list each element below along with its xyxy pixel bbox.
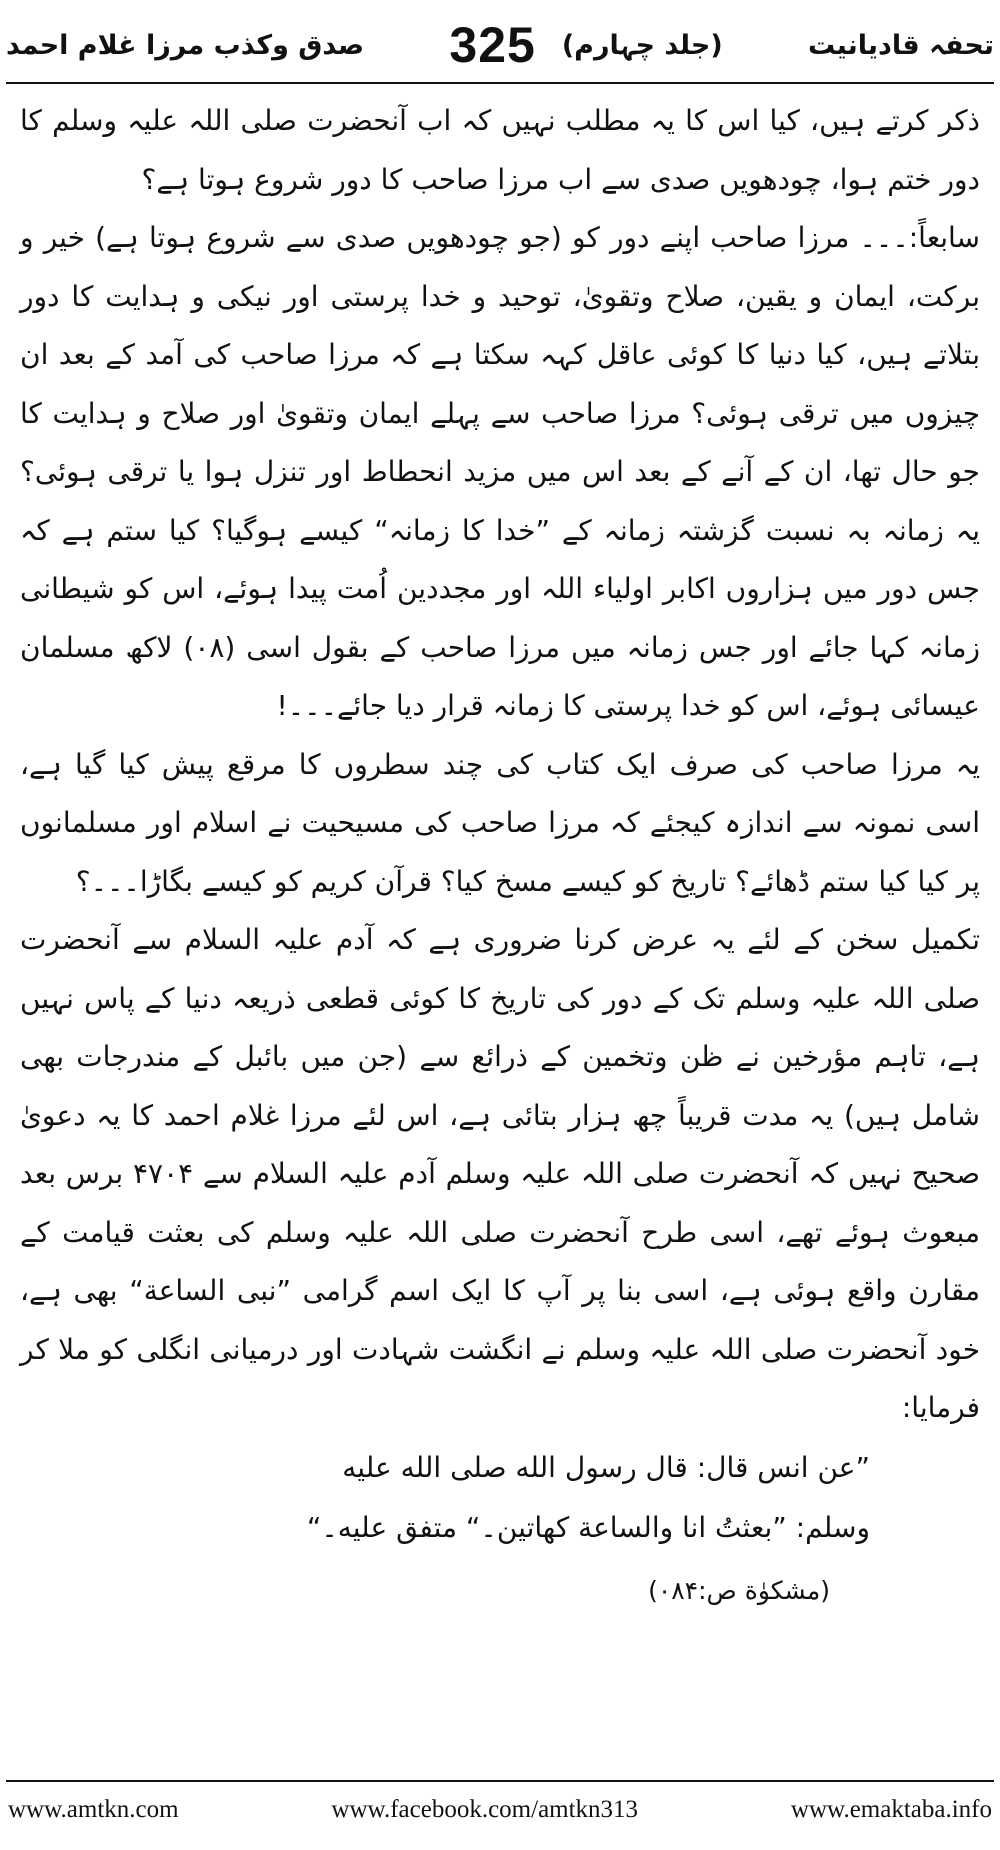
hadith-quote-line-1: ”عن انس قال: قال رسول الله صلی الله علیه [342,1450,870,1484]
paragraph-3: یہ مرزا صاحب کی صرف ایک کتاب کی چند سطروں کا مرقع پیش کیا گیا ہے، اسی نمونہ سے اندازہ کیجئے کہ مرزا صاحب کی مسیحیت نے اسلام اور مسلمانوں پر کیا کیا ستم ڈھائے؟ تاریخ کو کیسے مسخ کیا؟ قرآن کریم کو کیسے بگاڑا۔۔۔؟ [20,747,980,898]
paragraph-2: سابعاً:۔۔۔ مرزا صاحب اپنے دور کو (جو چودھویں صدی سے شروع ہوتا ہے) خیر و برکت، ایمان و یقین، صلاح وتقویٰ، توحید و خدا پرستی اور نیکی و ہدایت کا دور بتلاتے ہیں، کیا دنیا کا کوئی عاقل کہہ سکتا ہے کہ مرزا صاحب کی آمد کے بعد ان چیزوں میں ترقی ہوئی؟ مرزا صاحب سے پہلے ایمان وتقویٰ اور صلاح و ہدایت کا جو حال تھا، ان کے آنے کے بعد اس میں مزید انحطاط اور تنزل ہوا یا ترقی ہوئی؟ یہ زمانہ بہ نسبت گزشتہ زمانہ کے ”خدا کا زمانہ“ کیسے ہوگیا؟ کیا ستم ہے کہ جس دور میں ہزاروں اکابر اولیاء اللہ اور مجددین اُمت پیدا ہوئے، اس کو شیطانی زمانہ کہا جائے اور جس زمانہ میں مرزا صاحب کے بقول اسی (۰۸) لاکھ مسلمان عیسائی ہوئے، اس کو خدا پرستی کا زمانہ قرار دیا جائے۔۔۔! [20,221,981,722]
header-book-title: تحفہ قادیانیت [808,29,994,61]
citation: (مشکوٰة ص:۰۸۴) [648,1575,830,1605]
header-center [449,16,722,74]
header-rule [6,82,994,84]
page-footer [8,1790,992,1830]
footer-link-facebook[interactable]: www.facebook.com/amtkn313 [331,1796,639,1823]
footer-link-emaktaba[interactable]: www.emaktaba.info [790,1796,992,1823]
paragraph-1: ذکر کرتے ہیں، کیا اس کا یہ مطلب نہیں کہ اب آنحضرت صلی اللہ علیہ وسلم کا دور ختم ہوا، چودھویں صدی سے اب مرزا صاحب کا دور شروع ہوتا ہے؟ [20,104,980,196]
page-number: 325 [449,17,536,73]
header-volume: (جلد چہارم) [561,29,723,61]
page-body [20,92,980,1624]
footer-rule [6,1780,994,1782]
header-chapter-title: صدق وکذب مرزا غلام احمد [6,29,365,61]
hadith-quote-line-2: وسلم: ”بعثتُ انا والساعة کهاتین۔“ متفق علیه۔“ [306,1510,870,1544]
paragraph-4: تکمیل سخن کے لئے یہ عرض کرنا ضروری ہے کہ آدم علیہ السلام سے آنحضرت صلی اللہ علیہ وسلم تک کے دور کی تاریخ کا کوئی قطعی ذریعہ دنیا کے پاس نہیں ہے، تاہم مؤرخین نے ظن وتخمین کے ذرائع سے (جن میں بائبل کے مندرجات بھی شامل ہیں) یہ مدت قریباً چھ ہزار بتائی ہے، اس لئے مرزا غلام احمد کا یہ دعویٰ صحیح نہیں کہ آنحضرت صلی اللہ علیہ وسلم آدم علیہ السلام سے ۴۷۰۴ برس بعد مبعوث ہوئے تھے، اسی طرح آنحضرت صلی اللہ علیہ وسلم کی بعثت قیامت کے مقارن واقع ہوئی ہے، اسی بنا پر آپ کا ایک اسم گرامی ”نبی الساعة“ بھی ہے، خود آنحضرت صلی اللہ علیہ وسلم نے انگشت شہادت اور درمیانی انگلی کو ملا کر فرمایا: [20,923,980,1424]
footer-link-amtkn[interactable]: www.amtkn.com [8,1796,179,1823]
page-header [6,14,994,76]
